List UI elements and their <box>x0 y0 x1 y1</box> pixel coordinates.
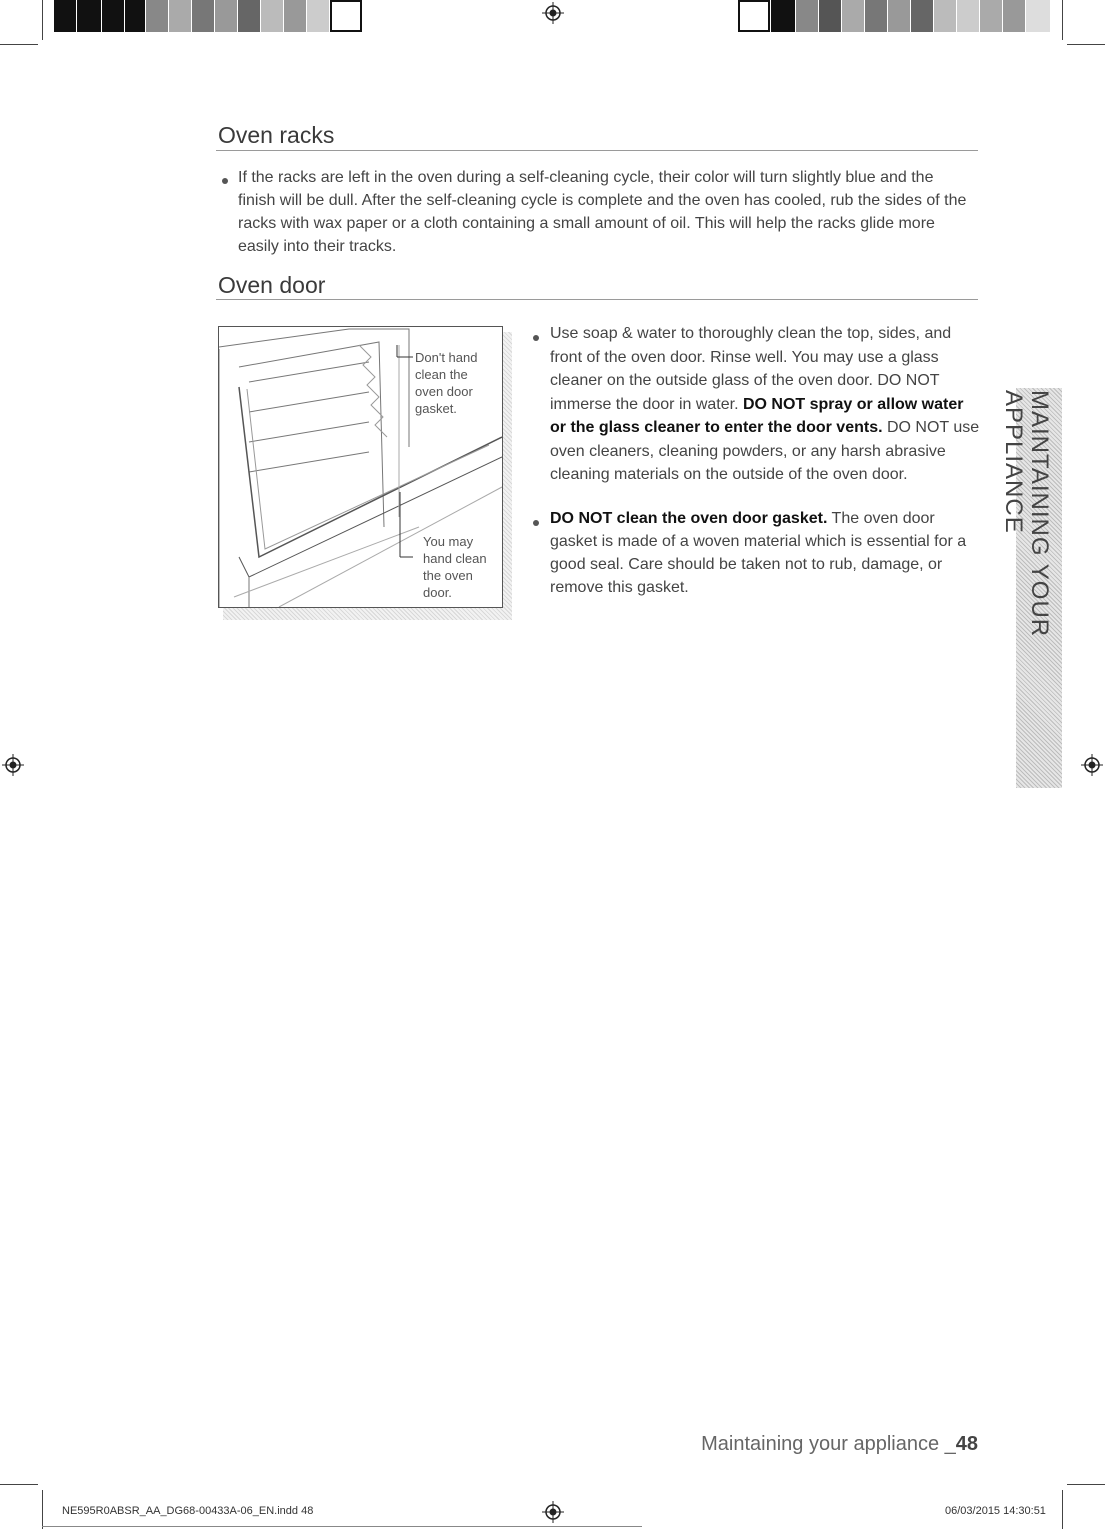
page-footer <box>701 1433 978 1456</box>
chapter-side-label: MAINTAINING YOUR APPLIANCE <box>1000 390 1053 638</box>
section-rule <box>216 299 978 300</box>
gasket-paragraph <box>550 507 975 599</box>
slug-timestamp: 06/03/2015 14:30:51 <box>945 1505 1046 1517</box>
registration-mark-icon <box>1081 754 1103 776</box>
registration-mark-icon <box>542 1501 564 1523</box>
crop-mark <box>1067 1484 1105 1485</box>
door-cleaning-paragraph <box>550 322 980 487</box>
crop-mark <box>0 1484 38 1485</box>
section-rule <box>216 150 978 151</box>
footer-label: Maintaining your appliance _ <box>701 1433 956 1455</box>
registration-mark-icon <box>542 2 564 24</box>
page-number: 48 <box>955 1433 978 1455</box>
crop-mark <box>1062 0 1063 40</box>
crop-mark <box>0 44 38 45</box>
crop-mark <box>1062 1490 1063 1529</box>
bullet-icon <box>533 520 539 526</box>
section-title-oven-door: Oven door <box>218 272 326 298</box>
crop-mark <box>42 0 43 40</box>
crop-mark <box>42 1490 43 1529</box>
gasket-text: The oven door gasket is made of a woven material which is essential for a good seal. Care should be taken not to rub, damage, or remove this gasket. <box>550 510 967 596</box>
slug-filename: NE595R0ABSR_AA_DG68-00433A-06_EN.indd 48 <box>62 1505 314 1517</box>
callout-gasket: Don't hand clean the oven door gasket. <box>415 350 478 416</box>
bottom-rule <box>42 1526 642 1527</box>
registration-mark-icon <box>2 754 24 776</box>
door-text-b: DO NOT use oven cleaners, cleaning powders, or any harsh abrasive cleaning materials on the outside of the oven door. <box>550 419 980 483</box>
door-warning-bold: DO NOT spray or allow water or the glass cleaner to enter the door vents. <box>550 395 964 436</box>
bullet-icon <box>222 178 228 184</box>
section-title-oven-racks: Oven racks <box>218 122 335 148</box>
crop-mark <box>1067 44 1105 45</box>
oven-door-illustration <box>218 326 503 608</box>
callout-door: You may hand clean the oven door. <box>423 534 487 600</box>
bullet-icon <box>533 335 539 341</box>
door-text-a: Use soap & water to thoroughly clean the top, sides, and front of the oven door. Rinse well. You may use a glass cleaner on the outside glass of the oven door. DO NOT immerse the door in water. <box>550 325 952 413</box>
gasket-warning-bold: DO NOT clean the oven door gasket. <box>550 510 828 527</box>
oven-racks-paragraph: If the racks are left in the oven during a self-cleaning cycle, their color will turn slightly blue and the finish will be dull. After the self-cleaning cycle is complete and the oven has cooled, rub the sides of the racks with wax paper or a cloth containing a small amount of oil. This will help the racks glide more easily into their tracks. <box>238 169 967 255</box>
